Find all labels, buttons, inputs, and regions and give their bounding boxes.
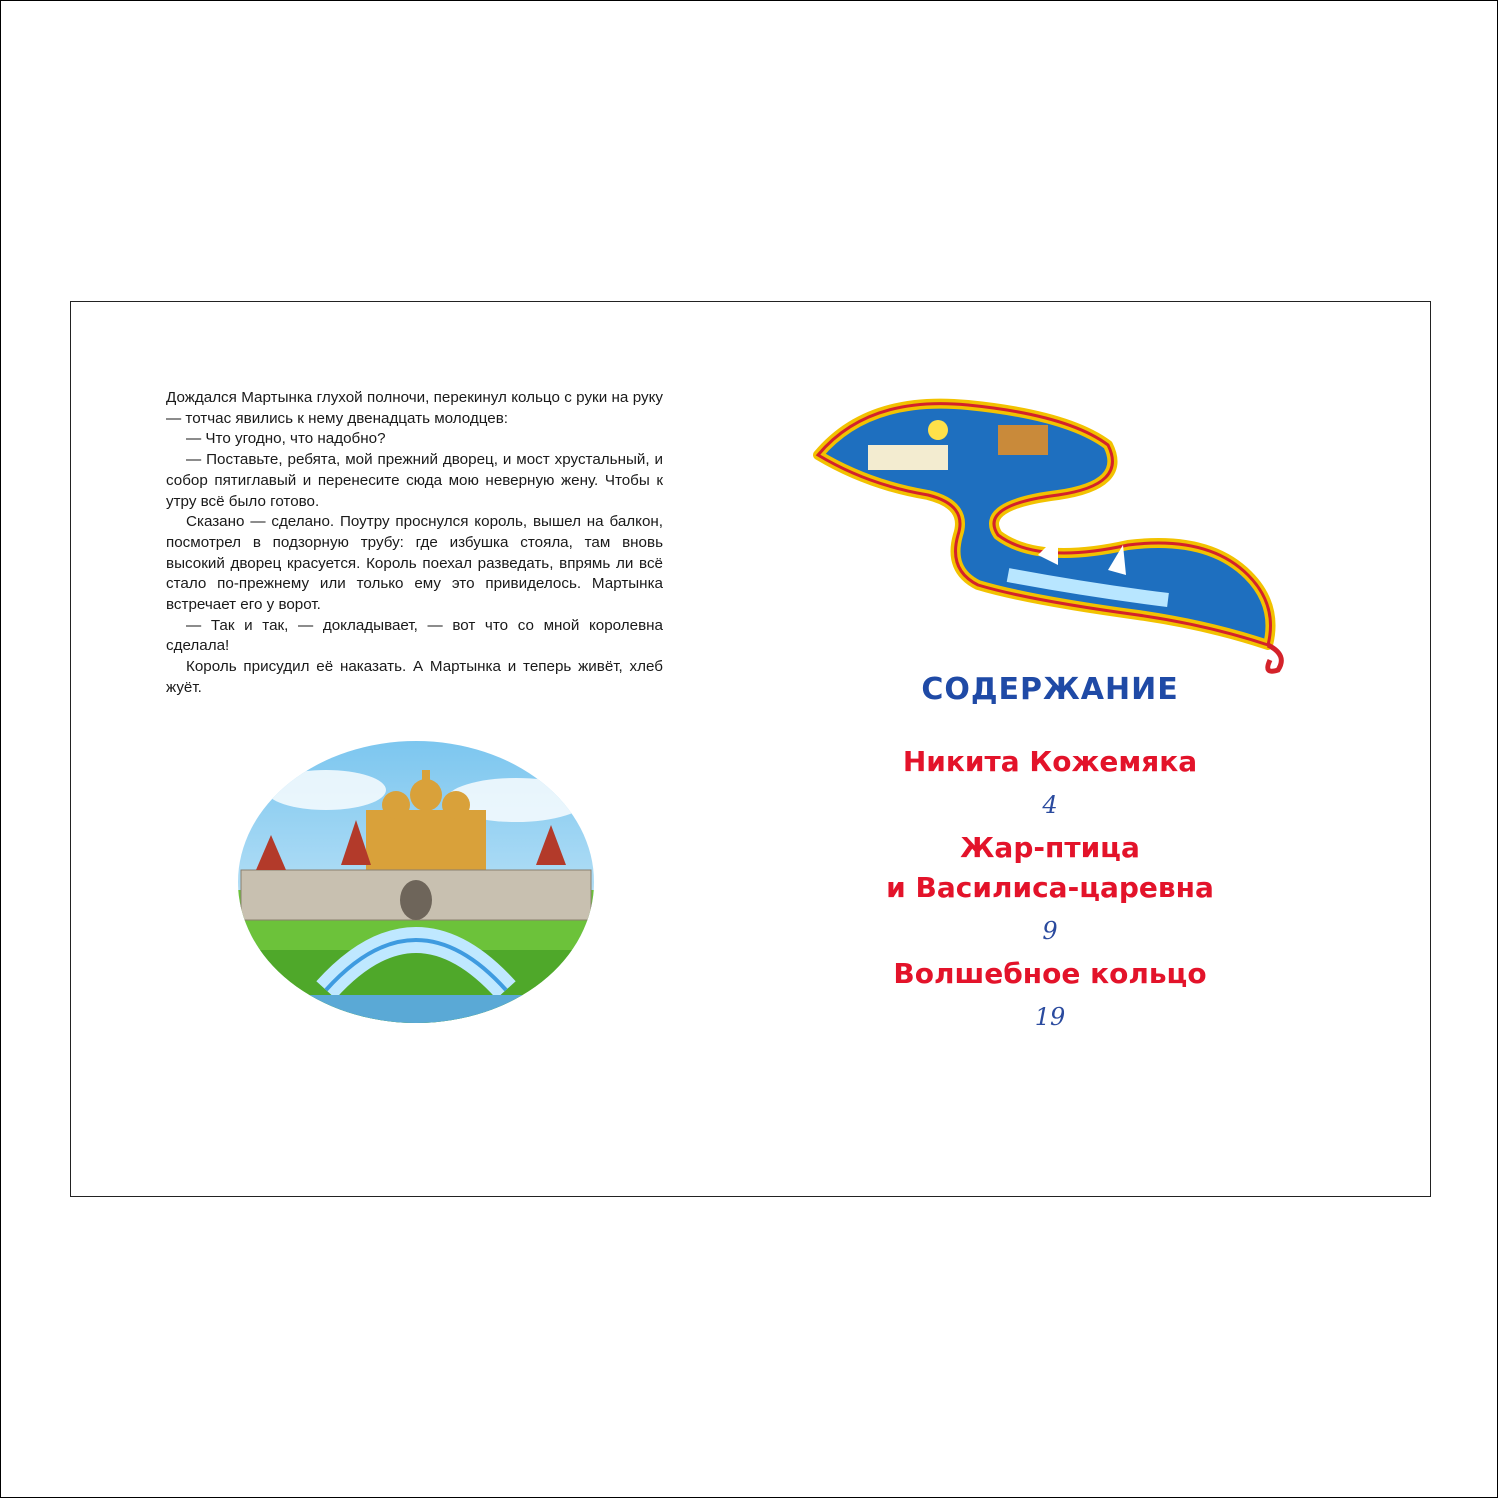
story-paragraph: Король присудил её наказать. А Мартынка и теперь живёт, хлеб жуёт. (166, 658, 663, 696)
toc-entry-title[interactable]: Жар-птица и Василиса-царевна (886, 831, 1214, 904)
toc-entry[interactable] (850, 742, 1250, 828)
toc-entry-title[interactable]: Волшебное кольцо (893, 957, 1207, 990)
toc-entry-page: 19 (1034, 1003, 1066, 1031)
story-paragraph: Сказано — сделано. Поутру проснулся король, вышел на балкон, посмотрел в подзорную трубу: где избушка стояла, там вновь высокий дворец красуется. Король поехал разведать, впрямь ли всё стало по-прежнему или только ему это привиделось. Мартынка встречает его у ворот. (166, 513, 663, 614)
flying-carpet-illustration (808, 385, 1298, 685)
story-paragraph: — Что угодно, что надобно? (186, 430, 386, 448)
story-paragraph: — Поставьте, ребята, мой прежний дворец, и мост хрустальный, и собор пятиглавый и перенесите сюда мою неверную жену. Чтобы к утру всё было готово. (166, 451, 663, 510)
story-paragraph: Дождался Мартынка глухой полночи, перекинул кольцо с руки на руку — тотчас явились к нему двенадцать молодцев: (166, 389, 663, 427)
story-text (166, 388, 663, 699)
toc-entry[interactable] (850, 954, 1250, 1040)
toc-entry-page: 9 (1042, 917, 1058, 945)
table-of-contents (850, 742, 1250, 1040)
palace-illustration (236, 740, 596, 1025)
story-paragraph: — Так и так, — докладывает, — вот что со мной королевна сделала! (166, 616, 663, 655)
toc-entry[interactable] (850, 828, 1250, 954)
toc-entry-page: 4 (1042, 791, 1058, 819)
toc-entry-title[interactable]: Никита Кожемяка (902, 745, 1198, 778)
toc-title: СОДЕРЖАНИЕ (921, 672, 1179, 707)
